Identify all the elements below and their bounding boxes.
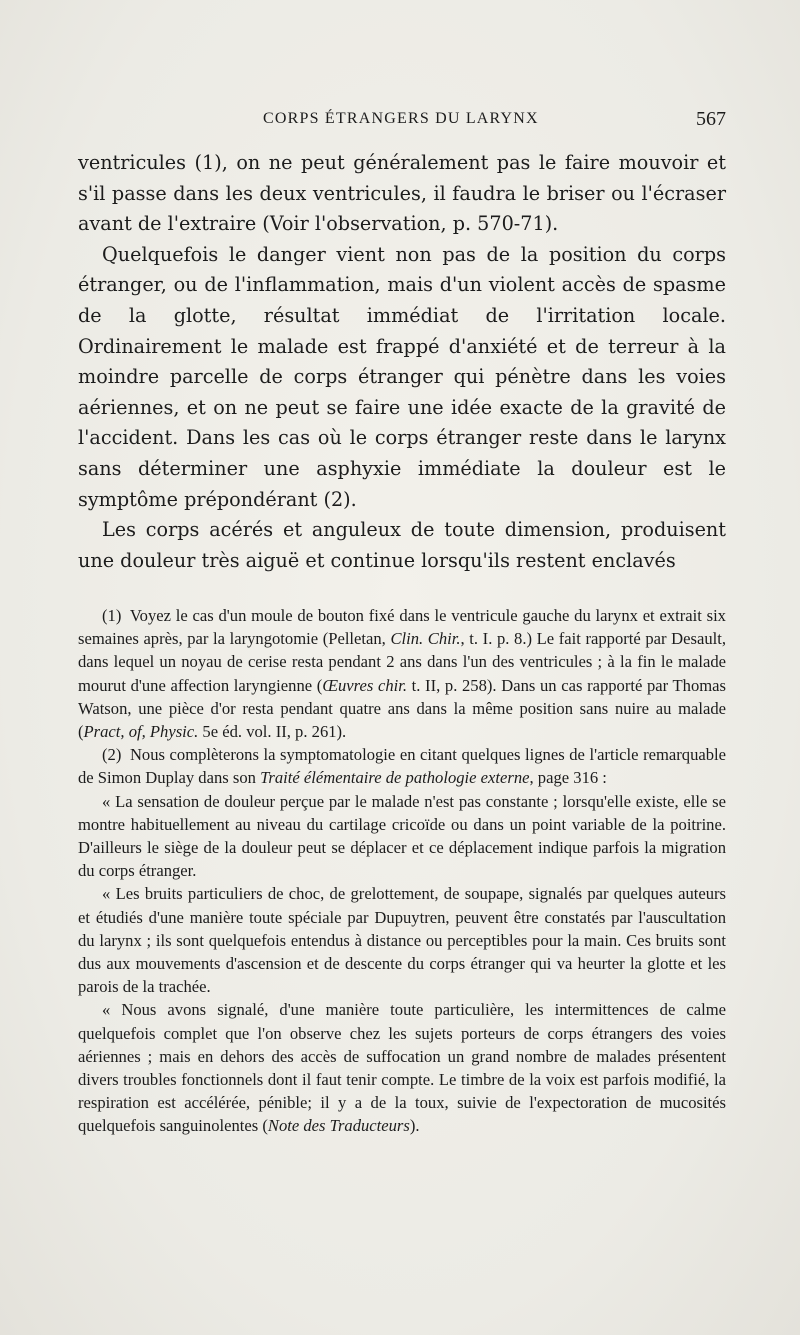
- footnote-text: Nous complèterons la symptomatologie en citant quelques lignes de l'article remarquable de Simon Duplay dans son: [78, 745, 727, 788]
- footnote-marker: (1): [102, 606, 122, 625]
- page-header: [78, 110, 726, 140]
- paragraph: Quelquefois le danger vient non pas de la position du corps étranger, ou de l'inflammation, mais d'un violent accès de spasme de la glotte, résultat immédiat de l'irritation locale. Ordinairement le malade est frappé d'anxiété et de terreur à la moindre parcelle de corps étranger qui pénètre dans les voies aériennes, et on ne peut se faire une idée exacte de la gravité de l'accident. Dans les cas où le corps étranger reste dans le larynx sans déterminer une asphyxie immédiate la douleur est le symptôme prépondérant (2).: [78, 242, 726, 511]
- quote-paragraph: « La sensation de douleur perçue par le malade n'est pas constante ; lorsqu'elle existe, elle se montre habituellement au niveau du cartilage cricoïde ou dans un point variable de la poitrine. D'ailleurs le siège de la douleur peut se déplacer et ce déplacement indique parfois la migration du corps étranger.: [78, 791, 726, 881]
- citation-title: Clin. Chir.: [390, 629, 461, 649]
- quote-paragraph: « Les bruits particuliers de choc, de grelottement, de soupape, signalés par quelques auteurs et étudiés d'une manière toute spéciale par Dupuytren, peuvent être constatés par l'auscultation du larynx ; ils sont quelquefois entendus à distance ou perceptibles pour la main. Ces bruits sont dus aux mouvements d'ascension et de descente du corps étranger qui va heurter la glotte et les parois de la trachée.: [78, 884, 726, 997]
- footnote-text: , t. I. p. 8.) Le fait rapporté par Desault, dans lequel un noyau de cerise resta pendant 2 ans dans l'un des ventricules ; à la fin le malade mourut d'une affection laryngienne (: [78, 629, 726, 695]
- main-text: [78, 148, 726, 576]
- quote-paragraph: [78, 998, 726, 1137]
- citation-title: Pract, of, Physic.: [83, 722, 199, 742]
- footnotes: [78, 604, 726, 1138]
- footnote-marker: (2): [102, 745, 122, 765]
- footnote-text: ).: [409, 1116, 420, 1136]
- footnote-text: Voyez le cas d'un moule de bouton fixé dans le ventricule gauche du larynx et extrait six semaines après, par la laryngotomie (Pelletan,: [78, 606, 726, 649]
- running-title: CORPS ÉTRANGERS DU LARYNX: [263, 110, 539, 127]
- footnote-text: 5e éd. vol. II, p. 261).: [198, 722, 347, 742]
- paragraph: ventricules (1), on ne peut généralement pas le faire mouvoir et s'il passe dans les deux ventricules, il faudra le briser ou l'écraser avant de l'extraire (Voir l'observation, p. 570-71).: [78, 151, 726, 236]
- footnote-text: , page 316 :: [529, 768, 607, 788]
- page-number: 567: [696, 108, 726, 130]
- citation-title: Œuvres chir.: [322, 675, 407, 695]
- footnote-1: [78, 604, 726, 743]
- footnote-text: t. II, p. 258). Dans un cas rapporté par Thomas Watson, une pièce d'or resta pendant quatre ans dans la même position sans nuire au malade (: [78, 675, 726, 742]
- footnote-2: [78, 743, 726, 789]
- citation-title: Note des Traducteurs: [267, 1116, 410, 1136]
- citation-title: Traité élémentaire de pathologie externe: [260, 768, 530, 788]
- paragraph: Les corps acérés et anguleux de toute dimension, produisent une douleur très aiguë et continue lorsqu'ils restent enclavés: [78, 518, 726, 572]
- footnote-text: « Nous avons signalé, d'une manière toute particulière, les intermittences de calme quelquefois complet que l'on observe chez les sujets porteurs de corps étrangers des voies aériennes ; mais en dehors des accès de suffocation un grand nombre de malades présentent divers troubles fonctionnels dont il faut tenir compte. Le timbre de la voix est parfois modifié, la respiration est accélérée, pénible; il y a de la toux, suivie de l'expectoration de mucosités quelquefois sanguinolentes (: [78, 1000, 726, 1136]
